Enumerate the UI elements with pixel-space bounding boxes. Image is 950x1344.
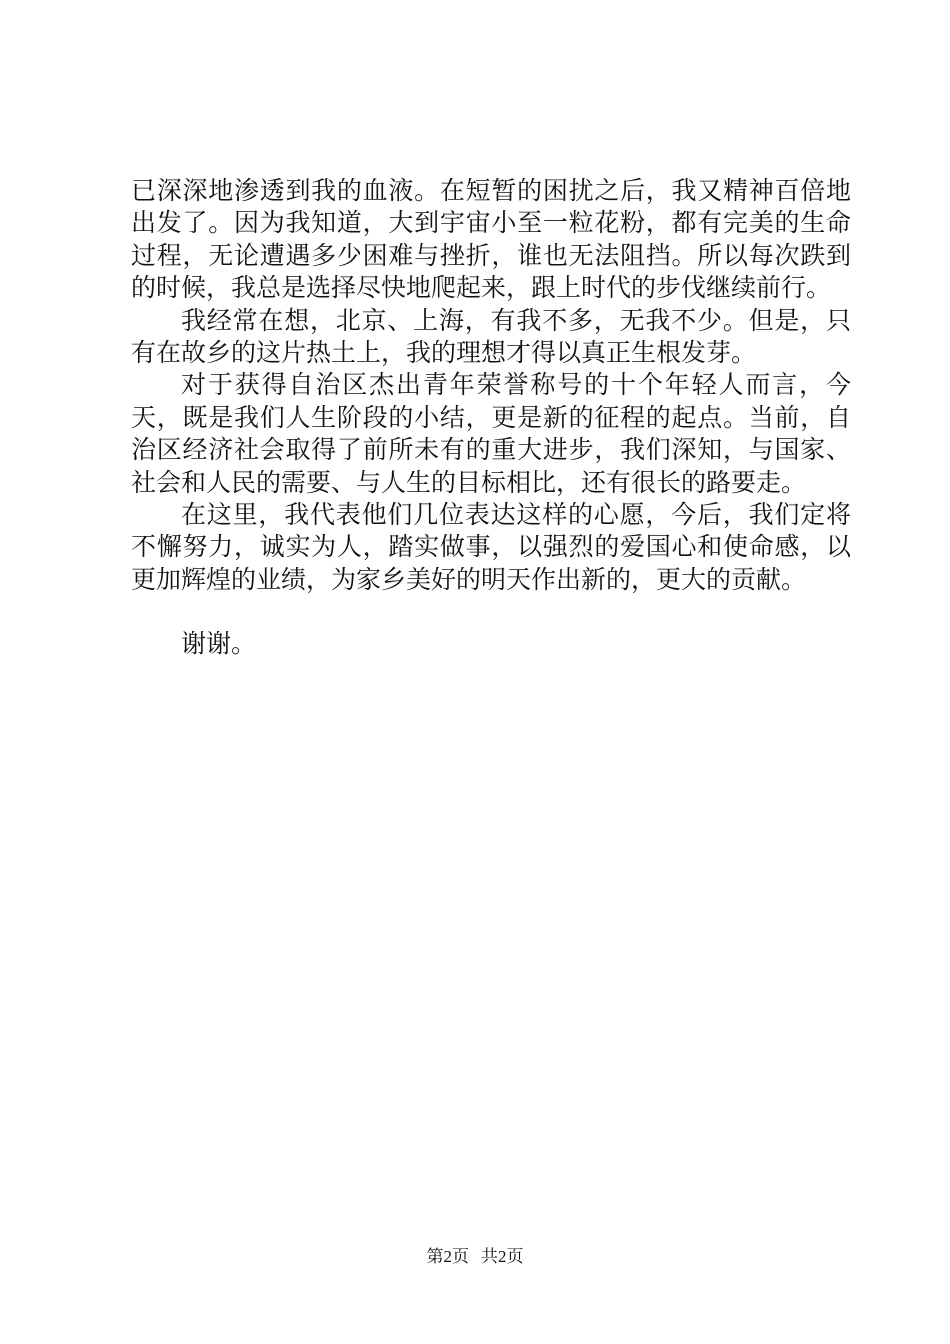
closing-thanks: 谢谢。 (181, 629, 257, 659)
paragraph-hometown: 我经常在想，北京、上海，有我不多，无我不少。但是，只有在故乡的这片热土上，我的理想才得以真正生根发芽。 (131, 305, 851, 368)
page-number: 第2页 (426, 1247, 469, 1266)
paragraph-youth-award: 对于获得自治区杰出青年荣誉称号的十个年轻人而言，今天，既是我们人生阶段的小结，更是新的征程的起点。当前，自治区经济社会取得了前所未有的重大进步，我们深知，与国家、社会和人民的需要、与人生的目标相比，还有很长的路要走。 (131, 370, 851, 497)
page-footer (0, 1242, 950, 1267)
document-body (131, 175, 851, 661)
paragraph-continuation: 已深深地渗透到我的血液。在短暂的困扰之后，我又精神百倍地出发了。因为我知道，大到宇宙小至一粒花粉，都有完美的生命过程，无论遭遇多少困难与挫折，谁也无法阻挡。所以每次跌到的时候，我总是选择尽快地爬起来，跟上时代的步伐继续前行。 (131, 176, 851, 303)
paragraph-pledge: 在这里，我代表他们几位表达这样的心愿，今后，我们定将不懈努力，诚实为人，踏实做事，以强烈的爱国心和使命感，以更加辉煌的业绩，为家乡美好的明天作出新的，更大的贡献。 (131, 500, 851, 594)
page-total: 共2页 (481, 1247, 524, 1266)
